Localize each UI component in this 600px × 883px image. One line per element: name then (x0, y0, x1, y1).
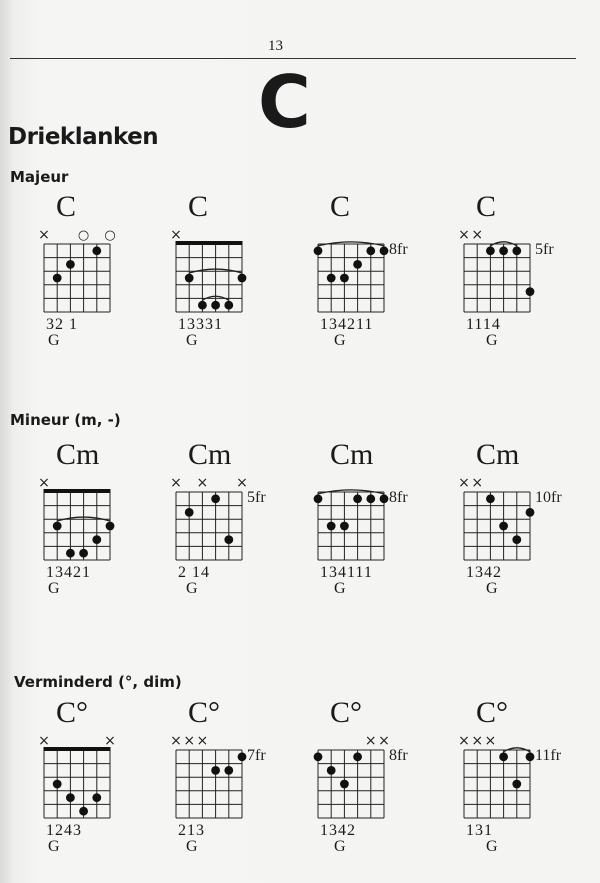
finger-dot (211, 766, 220, 775)
finger-dot (340, 780, 349, 789)
finger-dot (211, 494, 220, 503)
open-string-marker: ○ (77, 228, 90, 243)
chord-name: C° (330, 696, 363, 729)
finger-dot (512, 246, 521, 255)
chord-diagram (458, 440, 588, 610)
finger-dot (353, 494, 362, 503)
finger-numbers: 213 (178, 822, 205, 839)
chord-diagram (170, 440, 300, 610)
fret-position-label: 10fr (535, 489, 562, 506)
nut-bar (44, 747, 111, 751)
finger-dot (486, 246, 495, 255)
finger-dot (327, 522, 336, 531)
chord-name: C° (56, 696, 89, 729)
chord-diagram (458, 698, 588, 868)
muted-string-marker: × (104, 733, 116, 749)
finger-dot (526, 508, 535, 517)
finger-dot (185, 274, 194, 283)
finger-dot (314, 752, 323, 761)
finger-dot (499, 752, 508, 761)
chord-name: C° (476, 696, 509, 729)
fret-position-label: 11fr (535, 747, 562, 764)
chord-name: C (56, 190, 77, 223)
chord-name: C° (188, 696, 221, 729)
chord-diagram (312, 698, 442, 868)
finger-dot (366, 246, 375, 255)
finger-dot (353, 260, 362, 269)
finger-numbers: 13421 (46, 564, 91, 581)
finger-dot (224, 535, 233, 544)
heading-majeur: Majeur (10, 168, 69, 186)
muted-string-marker: × (471, 733, 484, 749)
finger-dot (314, 246, 323, 255)
nut-bar (176, 241, 243, 245)
finger-numbers: 131 (466, 822, 493, 839)
fret-position-label: 8fr (389, 241, 408, 258)
finger-numbers: 1342 (466, 564, 502, 581)
muted-string-marker: × (170, 475, 182, 491)
finger-numbers: 32 1 (46, 316, 78, 333)
muted-string-marker: × (183, 733, 196, 749)
bass-note: G (186, 838, 198, 855)
finger-dot (238, 274, 247, 283)
muted-string-marker: × (236, 475, 248, 491)
chord-name: C (188, 190, 209, 223)
finger-numbers: 2 14 (178, 564, 210, 581)
finger-dot (526, 752, 535, 761)
finger-dot (512, 780, 521, 789)
heading-verminderd: Verminderd (°, dim) (14, 673, 182, 691)
muted-string-marker: × (471, 475, 484, 491)
chord-name: C (330, 190, 351, 223)
finger-numbers: 1114 (466, 316, 501, 333)
finger-dot (499, 522, 508, 531)
chord-diagram (170, 698, 300, 868)
finger-dot (185, 508, 194, 517)
bass-note: G (48, 580, 60, 597)
bass-note: G (486, 580, 498, 597)
finger-dot (314, 494, 323, 503)
finger-dot (66, 549, 75, 558)
finger-dot (327, 766, 336, 775)
muted-string-marker: × (471, 227, 484, 243)
bass-note: G (48, 332, 60, 349)
muted-string-marker: × (38, 733, 50, 749)
finger-dot (380, 246, 389, 255)
chord-diagram (38, 440, 168, 610)
finger-dot (224, 301, 233, 310)
finger-dot (380, 494, 389, 503)
bass-note: G (334, 580, 346, 597)
heading-mineur: Mineur (m, -) (10, 411, 121, 429)
finger-numbers: 134111 (320, 564, 373, 581)
finger-numbers: 13331 (178, 316, 223, 333)
fret-position-label: 5fr (535, 241, 554, 258)
muted-string-marker: × (458, 475, 470, 491)
chord-name: Cm (330, 438, 374, 471)
bass-note: G (186, 580, 198, 597)
chord-diagram (170, 192, 300, 362)
muted-string-marker: × (38, 475, 50, 491)
finger-dot (53, 780, 62, 789)
open-string-marker: ○ (104, 228, 116, 243)
bass-note: G (48, 838, 60, 855)
finger-dot (238, 752, 247, 761)
page-number: 13 (268, 38, 283, 54)
finger-dot (92, 246, 101, 255)
fret-position-label: 5fr (247, 489, 266, 506)
muted-string-marker: × (38, 227, 50, 243)
header-rule (10, 58, 576, 59)
finger-dot (366, 494, 375, 503)
chord-diagram (312, 440, 442, 610)
finger-dot (327, 274, 336, 283)
finger-numbers: 1243 (46, 822, 82, 839)
chord-name: Cm (188, 438, 232, 471)
chord-name: Cm (476, 438, 520, 471)
finger-numbers: 1342 (320, 822, 356, 839)
muted-string-marker: × (196, 733, 209, 749)
finger-dot (526, 287, 535, 296)
fret-position-label: 8fr (389, 747, 408, 764)
finger-dot (224, 766, 233, 775)
muted-string-marker: × (458, 227, 470, 243)
finger-numbers: 134211 (320, 316, 374, 333)
chord-diagram (312, 192, 442, 362)
finger-dot (53, 522, 62, 531)
finger-dot (512, 535, 521, 544)
fret-position-label: 8fr (389, 489, 408, 506)
muted-string-marker: × (378, 733, 390, 749)
finger-dot (92, 793, 101, 802)
chord-diagram (458, 192, 588, 362)
chord-diagram (38, 698, 168, 868)
bass-note: G (186, 332, 198, 349)
chord-name: C (476, 190, 497, 223)
muted-string-marker: × (196, 475, 209, 491)
bass-note: G (334, 838, 346, 855)
section-title: Drieklanken (8, 124, 159, 150)
nut-bar (44, 489, 111, 493)
finger-dot (198, 301, 207, 310)
finger-dot (66, 260, 75, 269)
bass-note: G (486, 332, 498, 349)
chord-name: Cm (56, 438, 100, 471)
bass-note: G (486, 838, 498, 855)
muted-string-marker: × (484, 733, 497, 749)
key-letter: C (258, 60, 311, 144)
chord-diagram (38, 192, 168, 362)
finger-dot (66, 793, 75, 802)
muted-string-marker: × (458, 733, 470, 749)
finger-dot (340, 522, 349, 531)
finger-dot (92, 535, 101, 544)
finger-dot (486, 494, 495, 503)
finger-dot (211, 301, 220, 310)
finger-dot (79, 549, 88, 558)
muted-string-marker: × (170, 733, 182, 749)
finger-dot (53, 274, 62, 283)
finger-dot (499, 246, 508, 255)
finger-dot (106, 522, 115, 531)
finger-dot (79, 807, 88, 816)
muted-string-marker: × (170, 227, 182, 243)
muted-string-marker: × (364, 733, 377, 749)
finger-dot (353, 752, 362, 761)
fret-position-label: 7fr (247, 747, 266, 764)
bass-note: G (334, 332, 346, 349)
finger-dot (340, 274, 349, 283)
